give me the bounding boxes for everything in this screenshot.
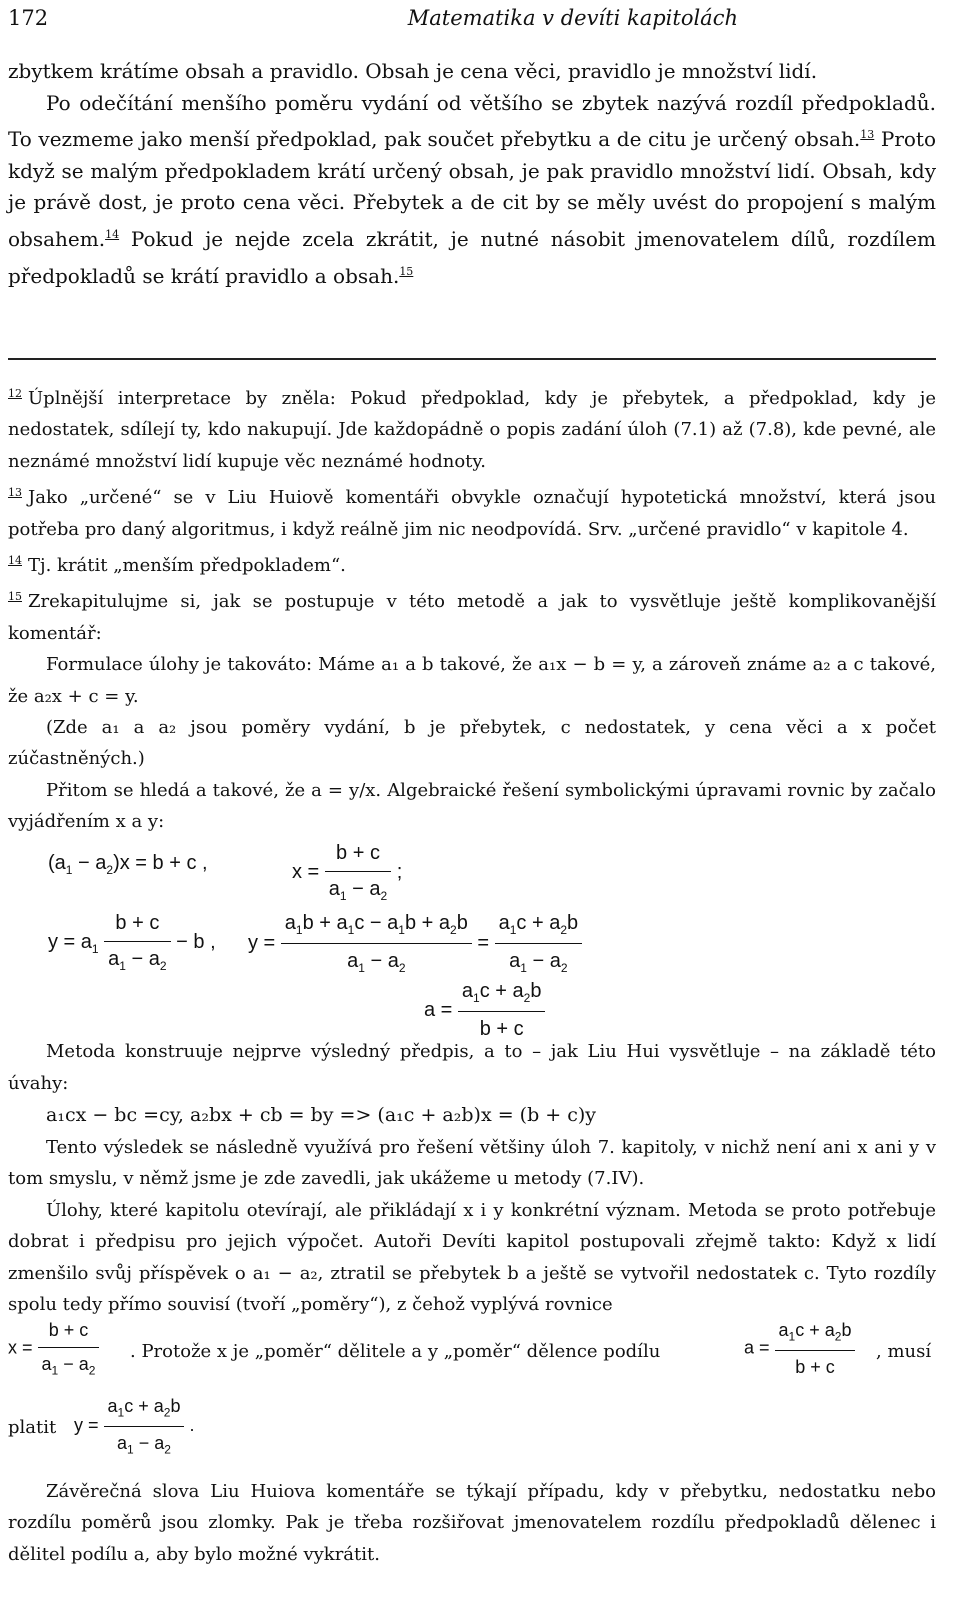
page-header	[8, 6, 938, 36]
equation-x-fraction: x = $\frac{b + c}{a_1 - a_2}$ ;	[292, 842, 403, 903]
main-text	[8, 56, 936, 292]
footnote-14: $^{14}$ Tj. krátit „menším předpokladem“.	[8, 554, 346, 577]
footnote-ref-14[interactable]: 14	[105, 227, 120, 241]
paragraph-2: Po odečítání menšího poměru vydání od většího se zbytek nazývá rozdíl předpokladů. To vezmeme jako menší předpoklad, pak součet přebytku a de citu je určený obsah.$^{13}$ Proto když se malým předpokladem krátí určený obsah, je pak pravidlo množství lidí. Obsah, kdy je právě dost, je proto cena věci. Přebytek a de cit by se měly uvést do propojení s malým obsahem.$^{14}$ Pokud je nejde zcela zkrátit, je nutné násobit jmenovatelem dílů, rozdílem předpokladů se krátí pravidlo a obsah.$^{15}$	[8, 90, 937, 288]
equation-y-substitution: $y = a_1$ $\frac{b + c}{a_1 - a_2}$ − b ,	[48, 912, 216, 973]
footnote-15-goal: Přitom se hledá a takové, že a = y/x. Algebraické řešení symbolickými úpravami rovnic by začalo vyjádřením x a y:	[8, 779, 936, 833]
footnote-13: $^{13}$ Jako „určené“ se v Liu Huiově komentáři obvykle označují hypotetická množství, která jsou potřeba pro daný algoritmus, i když reálně jim nic neodpovídá. Srv. „určené pravidlo“ v kapitole 4.	[8, 486, 936, 540]
footnote-ref-15[interactable]: 15	[399, 264, 414, 278]
equation-x-derivation: $(a_1 - a_2)x = b + c$ ,	[48, 852, 208, 877]
footnote-15-formulation: Formulace úlohy je takováto: Máme a₁ a b takové, že a₁x − b = y, a zároveň známe a₂ a c takové, že a₂x + c = y.	[8, 654, 936, 707]
equation-a-inline: a = $\frac{a_1c + a_2b}{b + c}$	[744, 1320, 855, 1378]
equation-x-inline: x = $\frac{b + c}{a_1 - a_2}$	[8, 1320, 99, 1378]
footnote-15-legend: (Zde a₁ a a₂ jsou poměry vydání, b je přebytek, c nedostatek, y cena věci a x počet zúčastněných.)	[8, 717, 936, 770]
footnotes	[8, 378, 936, 838]
footnote-15-conclusion: Závěrečná slova Liu Huiova komentáře se týkají případu, kdy v přebytku, nedostatku nebo rozdílu poměrů jsou zlomky. Pak je třeba rozšiřovat jmenovatelem rozdílu předpokladů dělenec i dělitel podílu a, aby bylo možné vykrátit.	[8, 1481, 936, 1565]
footnote-rule	[8, 358, 936, 360]
equation-y-fraction: y = $\frac{a_1b + a_1c - a_1b + a_2b}{a_1 - a_2}$ = $\frac{a_1c + a_2b}{a_1 - a_2}$	[248, 912, 582, 975]
footnote-15: $^{15}$ Zrekapitulujme si, jak se postupuje v této metodě a jak to vysvětluje ještě komplikovanější komentář:	[8, 590, 936, 644]
footnote-15-must-text: , musí	[876, 1341, 932, 1362]
paragraph-1: zbytkem krátíme obsah a pravidlo. Obsah je cena věci, pravidlo je množství lidí.	[8, 59, 818, 83]
equation-y-inline: y = $\frac{a_1c + a_2b}{a_1 - a_2}$ .	[74, 1396, 195, 1457]
running-title: Matematika v devíti kapitolách	[407, 6, 738, 30]
page-number: 172	[8, 6, 49, 30]
footnote-15-hold-text: platit	[8, 1417, 57, 1438]
footnote-12: $^{12}$ Úplnější interpretace by zněla: Pokud předpoklad, kdy je přebytek, a předpoklad, kdy je nedostatek, sdílejí ty, kdo nakupují. Jde každopádně o popis zadání úloh (7.1) až (7.8), kde pevné, ale neznámé množství lidí kupuje věc neznámé hodnoty.	[8, 387, 936, 472]
footnote-15-method: Metoda konstruuje nejprve výsledný předpis, a to – jak Liu Hui vysvětluje – na základě této úvahy:	[8, 1041, 936, 1094]
footnote-15-usage: Tento výsledek se následně využívá pro řešení většiny úloh 7. kapitoly, v nichž není ani x ani y v tom smyslu, v němž jsme je zde zavedli, jak ukážeme u metody (7.IV). Úlohy, které kapitolu otevírají, ale přikládají x i y konkrétní význam. Metoda se proto potřebuje dobrat i předpisu pro jejich výpočet. Autoři Devíti kapitol postupovali zřejmě takto: Když x lidí zmenšilo svůj příspěvek o a₁ − a₂, ztratil se přebytek b a ještě se vytvořil nedostatek c. Tyto rozdíly spolu tedy přímo souvisí (tvoří „poměry“), z čehož vyplývá rovnice	[8, 1137, 936, 1316]
equation-combined: a₁cx − bc =cy, a₂bx + cb = by => (a₁c + a₂b)x = (b + c)y	[46, 1104, 597, 1126]
equation-a-fraction: a = $\frac{a_1c + a_2b}{b + c}$	[424, 980, 545, 1041]
footnote-ref-13[interactable]: 13	[860, 128, 875, 142]
footnote-15-quotient-text: . Protože x je „poměr“ dělitele a y „poměr“ dělence podílu	[130, 1341, 661, 1362]
